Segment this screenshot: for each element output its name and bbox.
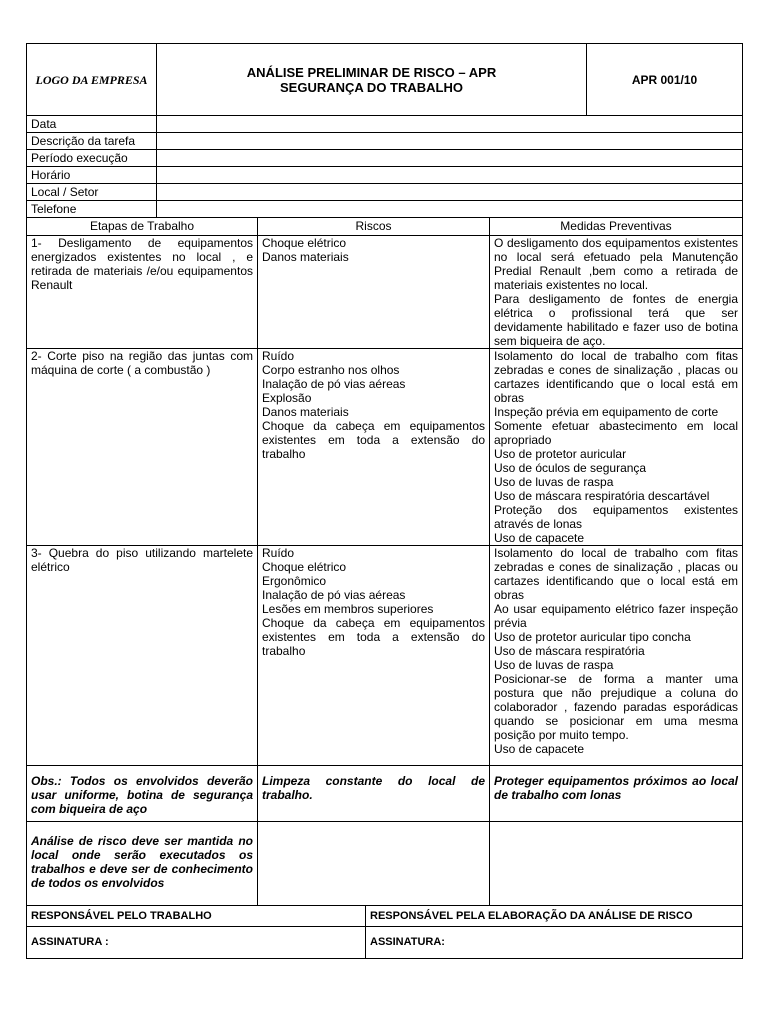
risk-item: Choque da cabeça em equipamentos existentes em toda a extensão do trabalho [262,616,485,658]
observation-row [27,766,743,822]
table-row [27,546,743,766]
measure-item: Uso de luvas de raspa [494,658,614,672]
risk-item: Ruído [262,546,295,560]
measure-item: Uso de capacete [494,742,585,756]
document-code: APR 001/10 [587,44,743,116]
info-value-period[interactable] [157,150,743,167]
info-label-task: Descrição da tarefa [27,133,157,150]
document-title [157,44,587,116]
risk-item: Ergonômico [262,574,327,588]
info-value-task[interactable] [157,133,743,150]
risk-item: Danos materiais [262,405,349,419]
measure-item: Uso de protetor auricular tipo concha [494,630,691,644]
risk-item: Choque elétrico [262,236,347,250]
step-1: 1- Desligamento de equipamentos energizados existentes no local , e retirada de materiais /e/ou equipamentos Renault [27,236,258,349]
measure-item: Uso de máscara respiratória descartável [494,489,710,503]
measure-item: Para desligamento de fontes de energia elétrica o profissional terá que ser devidamente habilitado e fazer uso de botina sem biqueira de aço. [494,292,738,348]
signature-field-left[interactable]: ASSINATURA : [27,926,366,958]
info-value-schedule[interactable] [157,167,743,184]
table-row [27,236,743,349]
observation-empty-3 [490,822,743,906]
risk-item: Choque elétrico [262,560,347,574]
risk-item: Ruído [262,349,295,363]
risk-item: Corpo estranho nos olhos [262,363,400,377]
responsible-work-label: RESPONSÁVEL PELO TRABALHO [27,906,366,926]
step-3: 3- Quebra do piso utilizando martelete elétrico [27,546,258,766]
observation-protection: Proteger equipamentos próximos ao local de trabalho com lonas [490,766,743,822]
column-header-steps: Etapas de Trabalho [27,218,258,236]
measure-item: Posicionar-se de forma a manter uma postura que não prejudique a coluna do colaborador , fazendo paradas esporádicas quando se posicionar em uma mesma posição por muito tempo. [494,672,738,742]
measure-item: Isolamento do local de trabalho com fitas zebradas e cones de sinalização , placas ou cartazes identificando que o local está em obras [494,546,738,602]
measure-item: Uso de máscara respiratória [494,644,645,658]
column-header-measures: Medidas Preventivas [490,218,743,236]
observation-cleaning: Limpeza constante do local de trabalho. [258,766,490,822]
measures-2 [490,349,743,546]
measures-1 [490,236,743,349]
responsible-analysis-label: RESPONSÁVEL PELA ELABORAÇÃO DA ANÁLISE DE RISCO [366,906,743,926]
step-2: 2- Corte piso na região das juntas com máquina de corte ( a combustão ) [27,349,258,546]
measure-item: Ao usar equipamento elétrico fazer inspeção prévia [494,602,738,630]
observation-uniform: Obs.: Todos os envolvidos deverão usar uniforme, botina de segurança com biqueira de aço [27,766,258,822]
info-value-date[interactable] [157,116,743,133]
measure-item: O desligamento dos equipamentos existentes no local será efetuado pela Manutenção Predial Renault ,bem como a retirada de materiais existentes no local. [494,236,738,292]
title-line-1: ANÁLISE PRELIMINAR DE RISCO – APR [246,64,497,80]
risk-item: Choque da cabeça em equipamentos existentes em toda a extensão do trabalho [262,419,485,461]
info-label-location: Local / Setor [27,184,157,201]
risks-2 [258,349,490,546]
measure-item: Inspeção prévia em equipamento de corte [494,405,719,419]
risk-item: Inalação de pó vias aéreas [262,377,406,391]
risk-item: Lesões em membros superiores [262,602,434,616]
measure-item: Uso de luvas de raspa [494,475,614,489]
measure-item: Uso de óculos de segurança [494,461,647,475]
risks-1 [258,236,490,349]
measure-item: Uso de protetor auricular [494,447,627,461]
apr-document [26,43,742,959]
info-label-phone: Telefone [27,201,157,218]
measure-item: Somente efetuar abastecimento em local apropriado [494,419,738,447]
observation-analysis: Análise de risco deve ser mantida no local onde serão executados os trabalhos e deve ser de conhecimento de todos os envolvidos [27,822,258,906]
info-label-date: Data [27,116,157,133]
header-table [26,43,743,116]
signature-table [26,906,743,959]
info-label-schedule: Horário [27,167,157,184]
risk-table [26,218,743,906]
measures-3 [490,546,743,766]
signature-field-right[interactable]: ASSINATURA: [366,926,743,958]
title-line-2: SEGURANÇA DO TRABALHO [280,79,463,95]
risk-item: Explosão [262,391,312,405]
observation-row [27,822,743,906]
observation-empty-2 [258,822,490,906]
risk-item: Danos materiais [262,250,349,264]
table-row [27,349,743,546]
risk-item: Inalação de pó vias aéreas [262,588,406,602]
risks-3 [258,546,490,766]
info-value-location[interactable] [157,184,743,201]
measure-item: Isolamento do local de trabalho com fitas zebradas e cones de sinalização , placas ou cartazes identificando que o local está em obras [494,349,738,405]
measure-item: Proteção dos equipamentos existentes através de lonas [494,503,738,531]
column-header-risks: Riscos [258,218,490,236]
company-logo-placeholder: LOGO DA EMPRESA [27,44,157,116]
measure-item: Uso de capacete [494,531,585,545]
info-table [26,116,743,218]
info-value-phone[interactable] [157,201,743,218]
info-label-period: Período execução [27,150,157,167]
